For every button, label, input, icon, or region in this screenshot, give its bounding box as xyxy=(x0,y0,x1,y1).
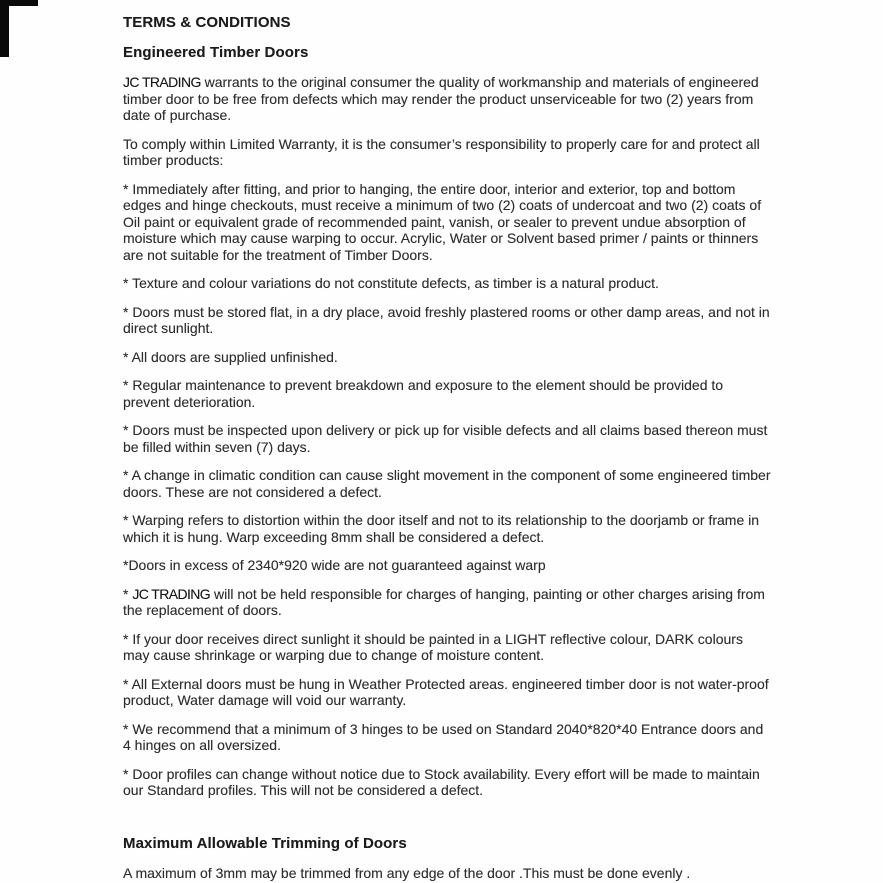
bullet-fitting-paint: * Immediately after fitting, and prior to hanging, the entire door, interior and exterior, top and bottom edges and hinge checkouts, must receive a minimum of two (2) coats of undercoat and two (2) coats of Oil paint or equivalent grade of recommended paint, vanish, or sealer to prevent undue absorption of moisture which may cause warping to occur. Acrylic, Water or Solvent based primer / paints or thinners are not suitable for the treatment of Timber Doors. xyxy=(123,180,762,263)
scan-edge-artifact-vertical xyxy=(0,0,9,57)
paragraph-care-intro: To comply within Limited Warranty, it is the consumer’s responsibility to properly care for and protect all timber products: xyxy=(123,135,760,168)
bullet-sunlight-colour: * If your door receives direct sunlight it should be painted in a LIGHT reflective colour, DARK colours may cause shrinkage or warping due to change of moisture content. xyxy=(123,630,743,663)
paragraph-warranty-intro-text: warrants to the original consumer the quality of workmanship and materials of engineered timber door to be free from defects which may render the product unserviceable for two (2) years from date of purchase. xyxy=(123,74,759,123)
bullet-hinges: * We recommend that a minimum of 3 hinges to be used on Standard 2040*820*40 Entrance doors and 4 hinges on all oversized. xyxy=(123,720,764,753)
bullet-texture-colour: * Texture and colour variations do not constitute defects, as timber is a natural product. xyxy=(123,275,659,291)
bullet-climatic-movement: * A change in climatic condition can cause slight movement in the component of some engineered timber doors. These are not considered a defect. xyxy=(123,467,771,500)
bullet-storage: * Doors must be stored flat, in a dry place, avoid freshly plastered rooms or other damp areas, and not in direct sunlight. xyxy=(123,303,770,336)
scan-edge-artifact-horizontal xyxy=(0,0,38,6)
document-title: TERMS & CONDITIONS xyxy=(123,14,291,31)
bullet-inspection: * Doors must be inspected upon delivery or pick up for visible defects and all claims based thereon must be filled within seven (7) days. xyxy=(123,422,768,455)
bullet-maintenance: * Regular maintenance to prevent breakdown and exposure to the element should be provided to prevent deterioration. xyxy=(123,377,724,410)
bullet-liability-text: will not be held responsible for charges of hanging, painting or other charges arising from the replacement of doors. xyxy=(123,585,765,618)
document-body xyxy=(123,15,771,882)
company-name: JC TRADING xyxy=(123,74,201,90)
bullet-liability xyxy=(123,586,771,619)
bullet-liability-prefix: * xyxy=(123,585,133,602)
bullet-warping-definition: * Warping refers to distortion within the door itself and not to its relationship to the doorjamb or frame in which it is hung. Warp exceeding 8mm shall be considered a defect. xyxy=(123,512,760,545)
paragraph-warranty-intro xyxy=(123,74,771,124)
company-name: JC TRADING xyxy=(132,585,211,602)
bullet-profiles: * Door profiles can change without notice due to Stock availability. Every effort will be made to maintain our Standard profiles. This will not be considered a defect. xyxy=(123,765,760,798)
section-heading-engineered-timber-doors: Engineered Timber Doors xyxy=(123,43,309,61)
bullet-unfinished: * All doors are supplied unfinished. xyxy=(123,348,338,365)
paragraph-trimming: A maximum of 3mm may be trimmed from any edge of the door .This must be done evenly . xyxy=(123,865,691,881)
bullet-oversize-warp: *Doors in excess of 2340*920 wide are not guaranteed against warp xyxy=(123,557,546,573)
section-heading-trimming: Maximum Allowable Trimming of Doors xyxy=(123,834,407,852)
bullet-weather-protection: * All External doors must be hung in Weather Protected areas. engineered timber door is not water-proof product, Water damage will void our warranty. xyxy=(123,675,769,708)
